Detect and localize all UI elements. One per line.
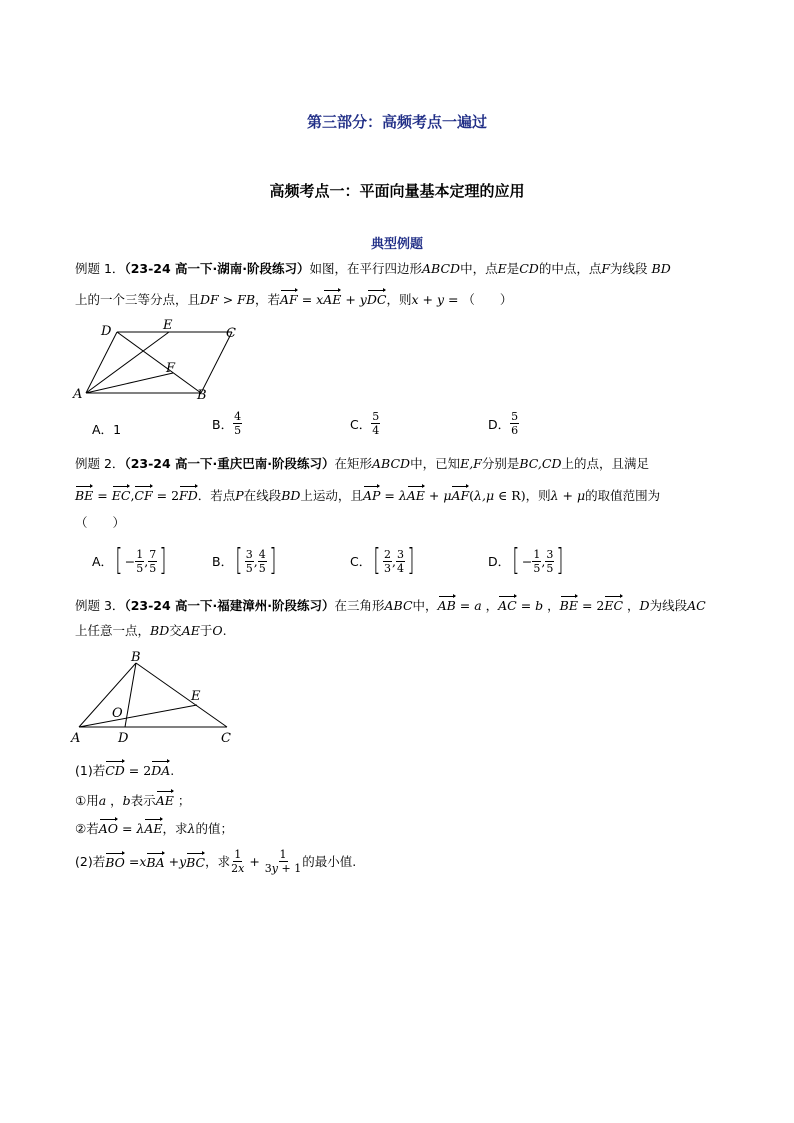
option-letter: C． bbox=[350, 416, 372, 432]
q1-option-b[interactable] bbox=[212, 410, 242, 437]
fig3-label: A bbox=[71, 731, 81, 746]
section-title: 典型例题 bbox=[370, 237, 423, 252]
option-letter: D． bbox=[488, 554, 511, 569]
frac-den: 4 bbox=[372, 424, 380, 437]
q2-option-b[interactable]: B． [ $\frac{3}{5}$ , $\frac{4}{5}$ ] bbox=[212, 543, 277, 578]
frac-den: 5 bbox=[234, 424, 242, 437]
frac-num: 7 bbox=[149, 547, 157, 561]
frac-num: 5 bbox=[372, 410, 380, 423]
option-letter: C． bbox=[350, 554, 372, 569]
q3-line2: 上任意一点，BD交AE于O. bbox=[75, 623, 227, 638]
q3-text: 为线段 bbox=[649, 598, 688, 613]
frac-den: 4 bbox=[396, 561, 404, 575]
q2-text: 上的点，且满足 bbox=[561, 456, 649, 471]
q3-part1: (1)若CD = 2DA. bbox=[75, 760, 174, 779]
q3-part1b: ②若AO = λAE，求λ的值； bbox=[75, 818, 233, 837]
frac-num: 3 bbox=[245, 547, 253, 561]
q2-paren: （ ） bbox=[75, 515, 126, 530]
q3-text: (2)若 bbox=[75, 853, 106, 869]
q2-option-c[interactable]: C． [ $\frac{2}{3}$ , $\frac{3}{4}$ ] bbox=[350, 543, 415, 578]
q3-line1: 例题 3．（23-24 高一下·福建漳州·阶段练习）在三角形ABC中，AB = a ，AC = b ，BE = 2EC ，D为线段AC bbox=[75, 595, 706, 614]
q2-label: 例题 2． bbox=[75, 456, 125, 471]
option-letter: D． bbox=[488, 416, 511, 432]
frac-den: 5 bbox=[546, 561, 554, 575]
q2-option-d[interactable]: D． [ − $\frac{1}{5}$ , $\frac{3}{5}$ ] bbox=[488, 543, 564, 578]
q1-text: 如图，在平行四边形 bbox=[309, 261, 423, 276]
frac-num: 2 bbox=[383, 547, 391, 561]
q3-text: ，求 bbox=[162, 821, 188, 836]
q3-text: 的值； bbox=[195, 821, 233, 836]
frac-num: 5 bbox=[511, 410, 519, 423]
option-letter: A． bbox=[92, 554, 114, 569]
frac-den: 3 bbox=[383, 561, 391, 575]
part-title: 第三部分：高频考点一遍过 bbox=[306, 113, 487, 131]
q2-text: 中，已知 bbox=[410, 456, 461, 471]
q3-text: (1)若 bbox=[75, 763, 106, 778]
q3-text: 在三角形 bbox=[334, 598, 385, 613]
q2-line2: BE = EC,CF = 2FD．若点P在线段BD上运动，且AP = λAE + μAF(λ,μ ∈ R)，则λ + μ的取值范围为 bbox=[75, 485, 660, 504]
frac-num: 4 bbox=[258, 547, 266, 561]
q3-part2: (2)若 BO = x BA + y BC ，求 $\frac{1}{2x}$ + $\frac{1}{3y + 1}$ 的最小值. bbox=[75, 848, 357, 875]
q1-text: 的中点，点 bbox=[538, 261, 602, 276]
q2-line1: 例题 2．（23-24 高一下·重庆巴南·阶段练习）在矩形ABCD中，已知E,F分别是BC,CD上的点，且满足 bbox=[75, 456, 649, 471]
q1-option-d[interactable] bbox=[488, 410, 519, 437]
fig3-label: D bbox=[118, 731, 129, 746]
option-letter: A． bbox=[92, 422, 114, 437]
frac-den: 5 bbox=[149, 561, 157, 575]
frac-den: 5 bbox=[258, 561, 266, 575]
fig1-label: D bbox=[101, 324, 112, 339]
option-letter: B． bbox=[212, 554, 234, 569]
frac-num: 4 bbox=[234, 410, 242, 423]
frac-den: 5 bbox=[245, 561, 253, 575]
q3-source: （23-24 高一下·福建漳州·阶段练习） bbox=[124, 598, 335, 613]
frac-den: 6 bbox=[511, 424, 519, 437]
option-value: 1 bbox=[113, 422, 122, 437]
parallelogram-figure bbox=[70, 315, 250, 407]
q1-text: 为线段 bbox=[610, 261, 648, 276]
q1-text: 中，点 bbox=[460, 261, 498, 276]
q3-text: 上任意一点， bbox=[75, 623, 151, 638]
q1-option-c[interactable] bbox=[350, 410, 380, 437]
q1-source: （23-24 高一下·湖南·阶段练习） bbox=[124, 261, 310, 276]
frac-num: 3 bbox=[396, 547, 404, 561]
q2-text: 分别是 bbox=[481, 456, 520, 471]
fig3-label: O bbox=[112, 706, 123, 721]
q1-text: ，则 bbox=[386, 292, 412, 307]
q2-text: 的取值范围为 bbox=[585, 488, 661, 503]
q3-text: ①用 bbox=[75, 793, 99, 808]
frac-num: 1 bbox=[136, 547, 144, 561]
frac-den: 5 bbox=[136, 561, 144, 575]
sign: − bbox=[521, 553, 533, 569]
q1-line2: 上的一个三等分点，且DF > FB，若AF = xAE + yDC，则x + y = （ ） bbox=[75, 289, 512, 308]
fig1-label: E bbox=[163, 318, 173, 333]
fig3-label: C bbox=[221, 731, 231, 746]
sign: − bbox=[124, 553, 136, 569]
q1-text: 是 bbox=[506, 261, 520, 276]
fig1-label: C bbox=[226, 326, 236, 341]
topic-title: 高频考点一：平面向量基本定理的应用 bbox=[269, 182, 525, 200]
q1-text: 上的一个三等分点，且 bbox=[75, 292, 201, 307]
q3-text: 的最小值. bbox=[302, 853, 357, 869]
frac-den: 5 bbox=[533, 561, 541, 575]
q3-text: 交 bbox=[169, 623, 182, 638]
q3-part1a: ①用a ，b表示AE ； bbox=[75, 790, 190, 809]
q2-option-a[interactable]: A． [ − $\frac{1}{5}$ , $\frac{7}{5}$ ] bbox=[92, 543, 167, 578]
q3-text: ，求 bbox=[205, 853, 231, 869]
fig3-label: B bbox=[131, 650, 141, 665]
q3-text: 中， bbox=[412, 598, 438, 613]
fig1-label: A bbox=[73, 387, 83, 402]
q3-text: 表示 bbox=[130, 793, 156, 808]
frac-num: 3 bbox=[546, 547, 554, 561]
q1-text: （ ） bbox=[462, 292, 513, 307]
q2-text: 上运动，且 bbox=[300, 488, 363, 503]
fig3-label: E bbox=[191, 689, 201, 704]
q3-text: ②若 bbox=[75, 821, 99, 836]
q2-text: ．若点 bbox=[197, 488, 236, 503]
fig1-label: B bbox=[197, 388, 207, 403]
option-letter: B． bbox=[212, 416, 234, 432]
q3-text: 于 bbox=[199, 623, 213, 638]
q3-label: 例题 3． bbox=[75, 598, 125, 613]
q2-source: （23-24 高一下·重庆巴南·阶段练习） bbox=[124, 456, 335, 471]
q1-option-a[interactable] bbox=[92, 420, 121, 438]
fig1-label: F bbox=[166, 361, 176, 376]
frac-num: 1 bbox=[533, 547, 541, 561]
q2-text: 在线段 bbox=[243, 488, 282, 503]
q1-line1: 例题 1．（23-24 高一下·湖南·阶段练习）如图，在平行四边形ABCD中，点E是CD的中点，点F为线段 BD bbox=[75, 261, 671, 276]
q2-text: ，则 bbox=[525, 488, 551, 503]
q1-text: ，若 bbox=[255, 292, 281, 307]
q1-label: 例题 1． bbox=[75, 261, 125, 276]
q2-text: 在矩形 bbox=[334, 456, 373, 471]
triangle-figure bbox=[68, 648, 243, 748]
